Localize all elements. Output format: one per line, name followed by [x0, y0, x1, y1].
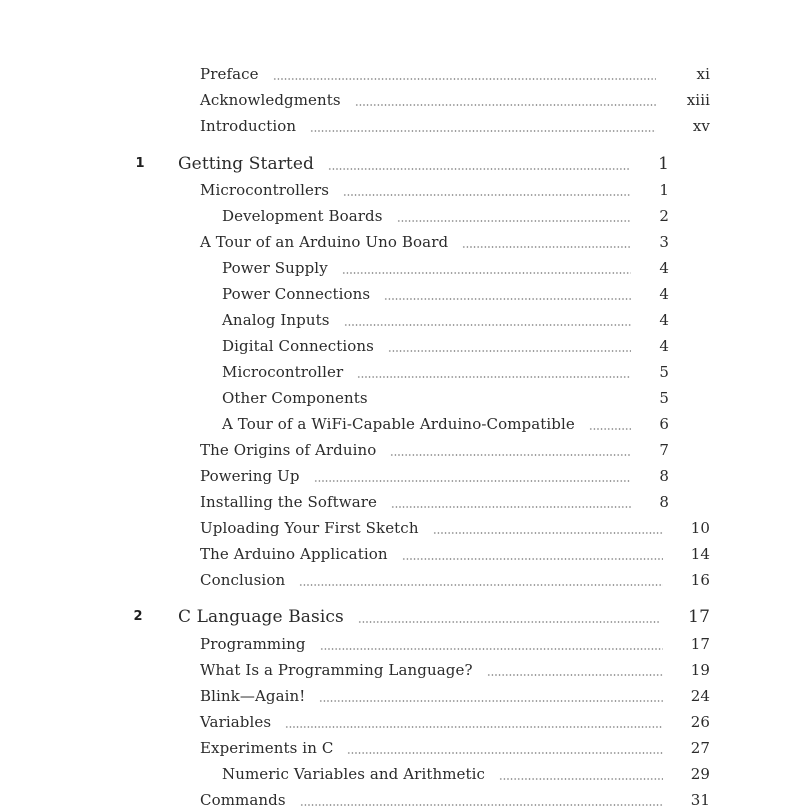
toc-entry-label: Other Components: [222, 389, 368, 407]
toc-page-number: 3: [659, 233, 669, 251]
dot-leader: [328, 152, 630, 176]
dot-leader: [273, 62, 656, 86]
toc-page-number: 4: [659, 259, 669, 277]
toc-page-number: xv: [692, 117, 710, 135]
toc-entry[interactable]: [222, 308, 669, 332]
toc-page-number: 1: [659, 181, 669, 199]
dot-leader: [391, 490, 631, 514]
dot-leader: [462, 230, 631, 254]
toc-entry-label: Development Boards: [222, 207, 383, 225]
dot-leader: [433, 516, 663, 540]
dot-leader: [285, 710, 663, 734]
dot-leader: [382, 386, 632, 410]
toc-entry[interactable]: [200, 710, 710, 734]
toc-entry-label: Preface: [200, 65, 259, 83]
toc-page-number: 19: [690, 661, 710, 679]
toc-entry-label: A Tour of an Arduino Uno Board: [200, 233, 449, 251]
toc-entry[interactable]: [200, 438, 669, 462]
dot-leader: [299, 568, 662, 592]
toc-entry-label: Digital Connections: [222, 337, 374, 355]
dot-leader: [402, 542, 663, 566]
toc-entry[interactable]: [200, 658, 710, 682]
toc-entry-label: Variables: [200, 713, 272, 731]
toc-page-number: 8: [659, 467, 669, 485]
chapter-number: 1: [135, 156, 145, 171]
toc-entry-label: Power Supply: [222, 259, 328, 277]
dot-leader: [388, 334, 631, 358]
toc-page-number: 24: [690, 687, 710, 705]
toc-chapter-title: C Language Basics: [178, 607, 344, 627]
toc-entry-label: A Tour of a WiFi-Capable Arduino-Compatible: [222, 415, 575, 433]
toc-page-number: 6: [659, 415, 669, 433]
toc-entry[interactable]: [200, 542, 710, 566]
dot-leader: [342, 256, 632, 280]
toc-entry[interactable]: [200, 490, 669, 514]
toc-page-number: 1: [658, 154, 669, 174]
toc-page-number: 14: [690, 545, 710, 563]
dot-leader: [320, 632, 663, 656]
toc-entry-label: Introduction: [200, 117, 297, 135]
toc-chapter-1[interactable]: [178, 152, 669, 176]
dot-leader: [397, 204, 632, 228]
dot-leader: [355, 88, 656, 112]
dot-leader: [358, 605, 660, 629]
toc-page-number: 16: [690, 571, 710, 589]
toc-entry[interactable]: [200, 736, 710, 760]
toc-entry[interactable]: [222, 360, 669, 384]
chapter-number: 2: [133, 609, 143, 624]
toc-entry-label: Uploading Your First Sketch: [200, 519, 419, 537]
toc-entry-label: The Origins of Arduino: [200, 441, 377, 459]
toc-entry-label: What Is a Programming Language?: [200, 661, 473, 679]
toc-page-number: 4: [659, 311, 669, 329]
toc-entry-label: Programming: [200, 635, 306, 653]
toc-entry-label: The Arduino Application: [200, 545, 388, 563]
dot-leader: [487, 658, 663, 682]
toc-page-number: 10: [690, 519, 710, 537]
toc-page-number: 29: [690, 765, 710, 783]
toc-page-number: 26: [690, 713, 710, 731]
toc-entry[interactable]: [200, 230, 669, 254]
dot-leader: [390, 438, 631, 462]
toc-page-number: 5: [659, 389, 669, 407]
toc-page-number: 8: [659, 493, 669, 511]
toc-page-number: 2: [659, 207, 669, 225]
toc-entry-label: Commands: [200, 791, 286, 809]
toc-entry-introduction[interactable]: [200, 114, 710, 138]
toc-page-number: xi: [696, 65, 710, 83]
toc-entry[interactable]: [222, 334, 669, 358]
toc-entry-label: Numeric Variables and Arithmetic: [222, 765, 486, 783]
toc-entry[interactable]: [200, 178, 669, 202]
toc-entry[interactable]: [222, 386, 669, 410]
toc-chapter-2[interactable]: [178, 605, 710, 629]
toc-entry-label: Acknowledgments: [200, 91, 341, 109]
toc-entry-label: Blink—Again!: [200, 687, 306, 705]
toc-page-number: 5: [659, 363, 669, 381]
toc-entry[interactable]: [200, 568, 710, 592]
dot-leader: [343, 178, 631, 202]
dot-leader: [300, 788, 663, 812]
dot-leader: [499, 762, 663, 786]
toc-page-number: 7: [659, 441, 669, 459]
toc-entry-label: Conclusion: [200, 571, 286, 589]
dot-leader: [319, 684, 662, 708]
dot-leader: [384, 282, 631, 306]
toc-chapter-title: Getting Started: [178, 154, 314, 174]
toc-entry-label: Analog Inputs: [222, 311, 330, 329]
dot-leader: [310, 114, 656, 138]
toc-entry[interactable]: [222, 282, 669, 306]
toc-entry[interactable]: [200, 788, 710, 812]
toc-entry[interactable]: [200, 632, 710, 656]
toc-entry[interactable]: [200, 516, 710, 540]
toc-entry[interactable]: [200, 684, 710, 708]
dot-leader: [357, 360, 631, 384]
toc-page-number: 31: [690, 791, 710, 809]
dot-leader: [347, 736, 662, 760]
toc-page-number: 17: [690, 635, 710, 653]
toc-entry-label: Experiments in C: [200, 739, 334, 757]
toc-entry-label: Microcontrollers: [200, 181, 330, 199]
dot-leader: [314, 464, 632, 488]
dot-leader: [589, 412, 631, 436]
toc-entry[interactable]: [200, 464, 669, 488]
toc-entry[interactable]: [222, 204, 669, 228]
toc-entry-acknowledgments[interactable]: [200, 88, 710, 112]
toc-entry-preface[interactable]: [200, 62, 710, 86]
toc-page-number: xiii: [686, 91, 710, 109]
toc-entry-label: Microcontroller: [222, 363, 344, 381]
toc-entry[interactable]: [222, 412, 669, 436]
toc-entry-label: Powering Up: [200, 467, 300, 485]
toc-page-number: 4: [659, 337, 669, 355]
toc-entry-label: Installing the Software: [200, 493, 378, 511]
toc-page-number: 27: [690, 739, 710, 757]
toc-entry[interactable]: [222, 256, 669, 280]
toc-page-number: 4: [659, 285, 669, 303]
toc-page-number: 17: [688, 607, 710, 627]
toc-entry[interactable]: [222, 762, 710, 786]
toc-entry-label: Power Connections: [222, 285, 371, 303]
dot-leader: [344, 308, 632, 332]
